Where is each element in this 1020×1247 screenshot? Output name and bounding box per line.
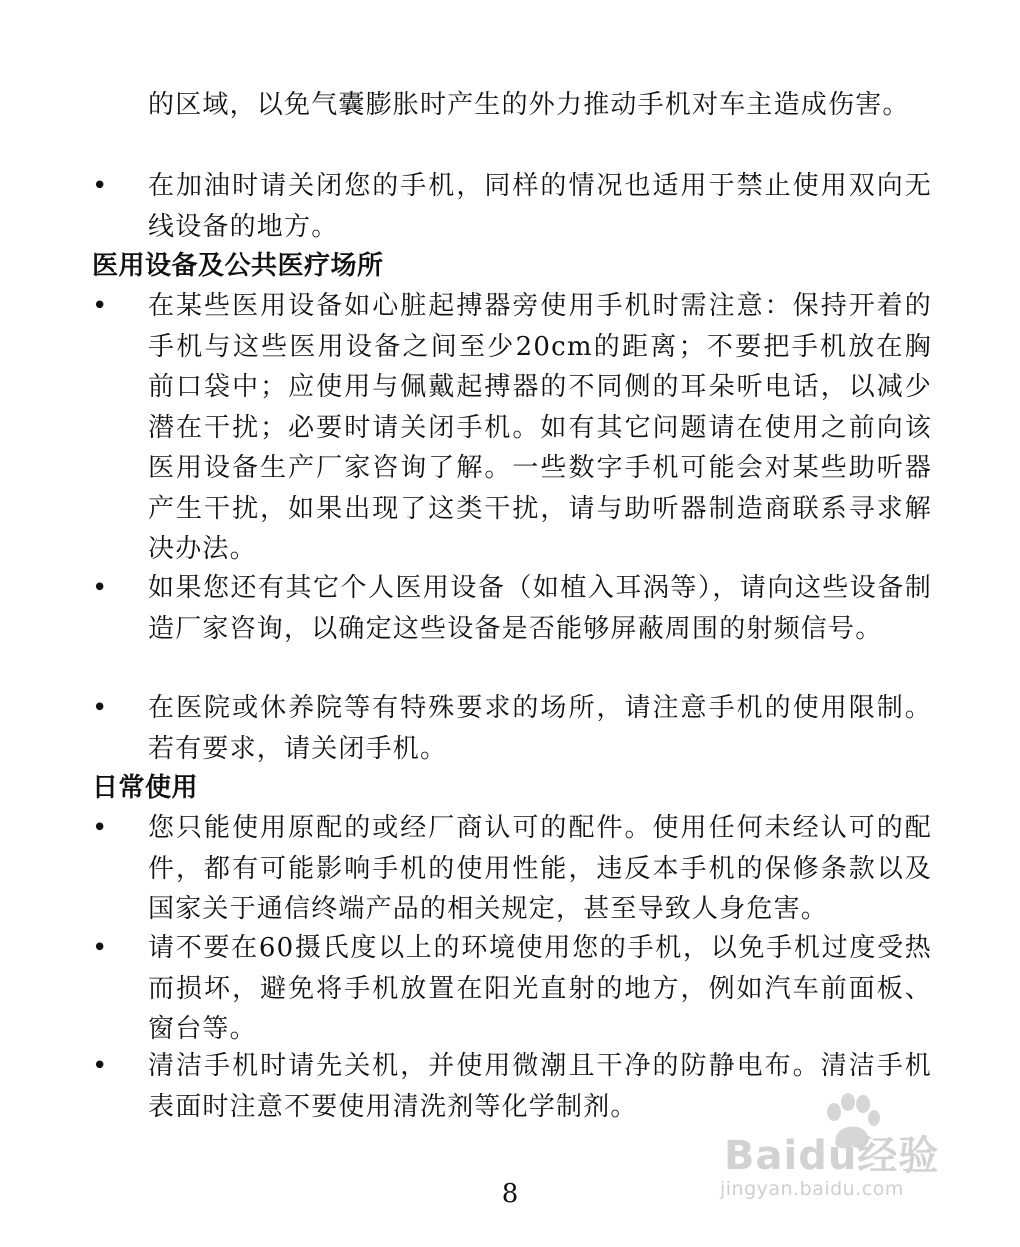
bullet-marker: • [92, 573, 108, 603]
paragraph-airbag-continuation: 的区域，以免气囊膨胀时产生的外力推动手机对车主造成伤害。 [148, 90, 910, 120]
bullet-marker: • [92, 693, 108, 723]
paragraph-refueling: 在加油时请关闭您的手机，同样的情况也适用于禁止使用双向无线设备的地方。 [148, 171, 932, 242]
bullet-marker: • [92, 171, 108, 201]
paragraph-pacemaker: 在某些医用设备如心脏起搏器旁使用手机时需注意：保持开着的手机与这些医用设备之间至少20cm的距离；不要把手机放在胸前口袋中；应使用与佩戴起搏器的不同侧的耳朵听电话，以减少潜在干扰；必要时请关闭手机。如有其它问题请在使用之前向该医用设备生产厂家咨询了解。一些数字手机可能会对某些助听器产生干扰，如果出现了这类干扰，请与助听器制造商联系寻求解决办法。 [148, 291, 932, 564]
bullet-marker: • [92, 1051, 108, 1081]
paragraph-cleaning: 清洁手机时请先关机，并使用微潮且干净的防静电布。清洁手机表面时注意不要使用清洗剂等化学制剂。 [148, 1051, 932, 1122]
bullet-marker: • [92, 291, 108, 321]
section-heading-daily-use: 日常使用 [92, 773, 199, 803]
page-number: 8 [501, 1179, 519, 1209]
paragraph-temperature: 请不要在60摄氏度以上的环境使用您的手机，以免手机过度受热而损坏，避免将手机放置在阳光直射的地方，例如汽车前面板、窗台等。 [148, 933, 932, 1044]
bullet-marker: • [92, 933, 108, 963]
watermark-logo: Baidu经验 [724, 1133, 940, 1179]
bullet-marker: • [92, 813, 108, 843]
paragraph-other-medical-devices: 如果您还有其它个人医用设备（如植入耳涡等），请向这些设备制造厂家咨询，以确定这些设备是否能够屏蔽周围的射频信号。 [148, 573, 932, 644]
watermark-url: jingyan.baidu.com [720, 1178, 904, 1200]
paragraph-accessories: 您只能使用原配的或经厂商认可的配件。使用任何未经认可的配件，都有可能影响手机的使用性能，违反本手机的保修条款以及国家关于通信终端产品的相关规定，甚至导致人身危害。 [148, 813, 932, 924]
baidu-watermark [720, 1090, 980, 1210]
paragraph-hospitals: 在医院或休养院等有特殊要求的场所，请注意手机的使用限制。若有要求，请关闭手机。 [148, 693, 932, 764]
section-heading-medical: 医用设备及公共医疗场所 [92, 251, 384, 281]
